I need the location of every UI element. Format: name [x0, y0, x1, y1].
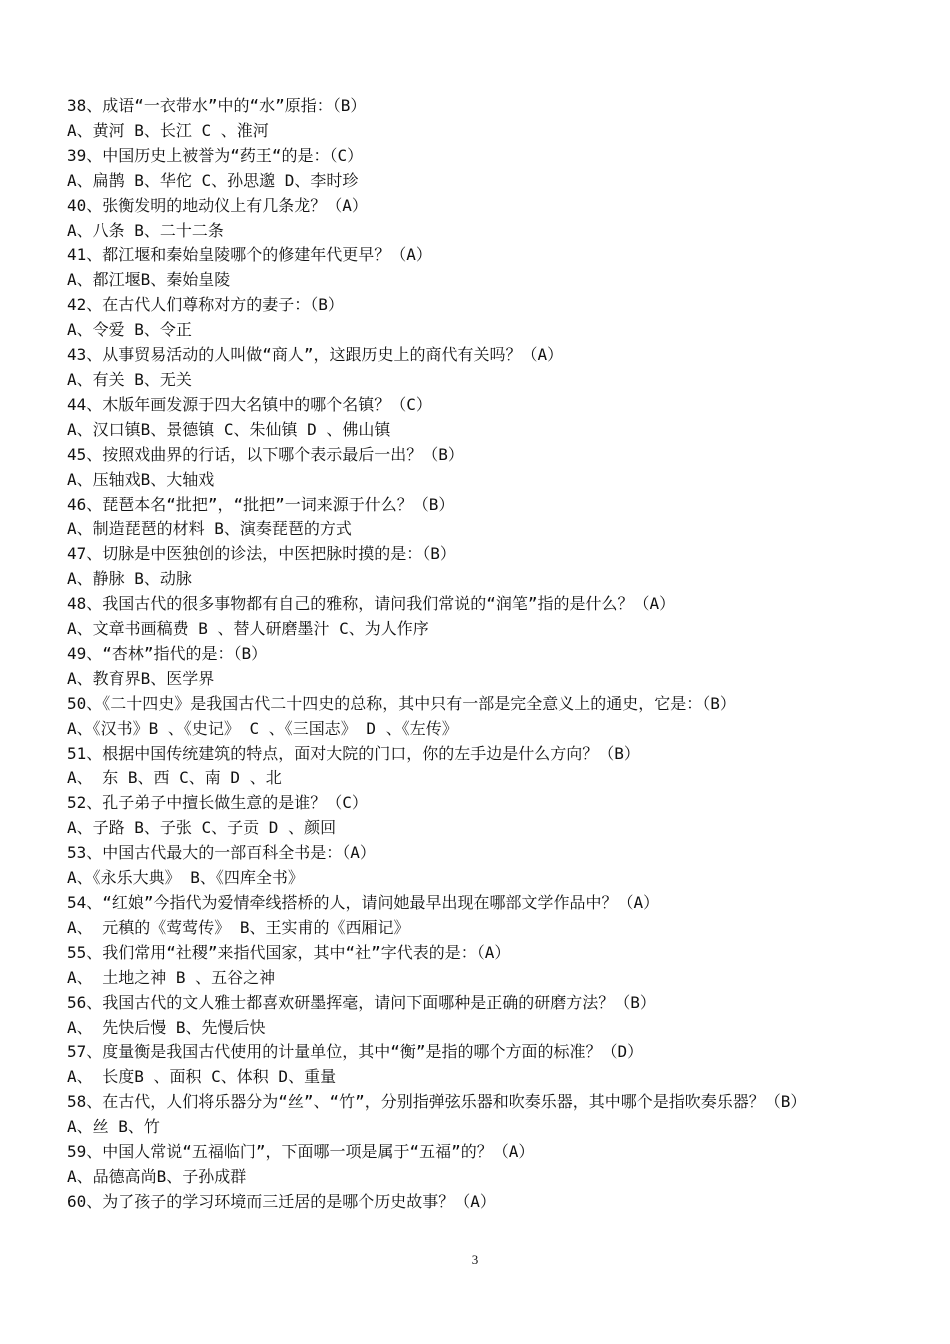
question-40: 40、张衡发明的地动仪上有几条龙？（A）	[67, 195, 368, 215]
options-43: A、有关 B、无关	[67, 369, 192, 389]
question-48: 48、我国古代的很多事物都有自己的雅称，请问我们常说的“润笔”指的是什么？（A）	[67, 594, 676, 614]
options-47: A、静脉 B、动脉	[67, 569, 192, 589]
options-49: A、教育界B、医学界	[67, 668, 215, 688]
question-55: 55、我们常用“社稷”来指代国家，其中“社”字代表的是：（A）	[67, 942, 511, 962]
question-51: 51、根据中国传统建筑的特点，面对大院的门口，你的左手边是什么方向？（B）	[67, 743, 640, 763]
question-56: 56、我国古代的文人雅士都喜欢研墨挥毫，请问下面哪种是正确的研磨方法？（B）	[67, 992, 656, 1012]
options-55: A、 土地之神 B 、五谷之神	[67, 967, 276, 987]
question-46: 46、琵琶本名“批把”，“批把”一词来源于什么？（B）	[67, 494, 455, 514]
options-42: A、令爱 B、令正	[67, 320, 192, 340]
question-39: 39、中国历史上被誉为“药王“的是：（C）	[67, 145, 364, 165]
page-number: 3	[471, 1252, 479, 1267]
options-54: A、 元稹的《莺莺传》 B、王实甫的《西厢记》	[67, 917, 410, 937]
options-57: A、 长度B 、面积 C、体积 D、重量	[67, 1067, 337, 1087]
question-54: 54、“红娘”今指代为爱情牵线搭桥的人，请问她最早出现在哪部文学作品中？（A）	[67, 893, 660, 912]
options-40: A、八条 B、二十二条	[67, 220, 224, 240]
question-50: 50、《二十四史》是我国古代二十四史的总称，其中只有一部是完全意义上的通史，它是：（B）	[67, 693, 736, 713]
question-57: 57、度量衡是我国古代使用的计量单位，其中“衡”是指的哪个方面的标准？（D）	[67, 1042, 644, 1062]
options-38: A、黄河 B、长江 C 、淮河	[67, 120, 269, 140]
options-48: A、文章书画稿费 B 、替人研磨墨汁 C、为人作序	[67, 619, 429, 639]
options-51: A、 东 B、西 C、南 D 、北	[67, 768, 282, 788]
options-58: A、丝 B、竹	[67, 1117, 160, 1137]
question-41: 41、都江堰和秦始皇陵哪个的修建年代更早？（A）	[67, 245, 432, 265]
options-46: A、制造琵琶的材料 B、演奏琵琶的方式	[67, 519, 352, 539]
question-52: 52、孔子弟子中擅长做生意的是谁？（C）	[67, 793, 368, 813]
options-44: A、汉口镇B、景德镇 C、朱仙镇 D 、佛山镇	[67, 419, 391, 439]
question-49: 49、“杏林”指代的是：（B）	[67, 643, 268, 663]
question-list	[67, 94, 887, 1215]
options-45: A、压轴戏B、大轴戏	[67, 469, 215, 489]
options-59: A、品德高尚B、子孙成群	[67, 1166, 247, 1186]
options-50: A、《汉书》B 、《史记》 C 、《三国志》 D 、《左传》	[67, 718, 458, 738]
question-59: 59、中国人常说“五福临门”，下面哪一项是属于“五福”的？（A）	[67, 1142, 535, 1162]
question-38: 38、成语“一衣带水”中的“水”原指：（B）	[67, 96, 367, 115]
question-60: 60、为了孩子的学习环境而三迁居的是哪个历史故事？（A）	[67, 1191, 496, 1211]
question-43: 43、从事贸易活动的人叫做“商人”，这跟历史上的商代有关吗？（A）	[67, 345, 564, 365]
question-42: 42、在古代人们尊称对方的妻子：（B）	[67, 295, 344, 315]
options-56: A、 先快后慢 B、先慢后快	[67, 1017, 266, 1037]
question-47: 47、切脉是中医独创的诊法，中医把脉时摸的是：（B）	[67, 544, 456, 564]
options-41: A、都江堰B、秦始皇陵	[67, 270, 231, 290]
question-58: 58、在古代，人们将乐器分为“丝”、“竹”，分别指弹弦乐器和吹奏乐器，其中哪个是指吹奏乐器？（B）	[67, 1092, 807, 1112]
options-39: A、扁鹊 B、华佗 C、孙思邈 D、李时珍	[67, 170, 359, 190]
options-52: A、子路 B、子张 C、子贡 D 、颜回	[67, 818, 337, 838]
question-53: 53、中国古代最大的一部百科全书是：（A）	[67, 843, 376, 863]
options-53: A、《永乐大典》 B、《四库全书》	[67, 868, 304, 888]
question-44: 44、木版年画发源于四大名镇中的哪个名镇？（C）	[67, 394, 432, 414]
question-45: 45、按照戏曲界的行话，以下哪个表示最后一出？（B）	[67, 444, 464, 464]
